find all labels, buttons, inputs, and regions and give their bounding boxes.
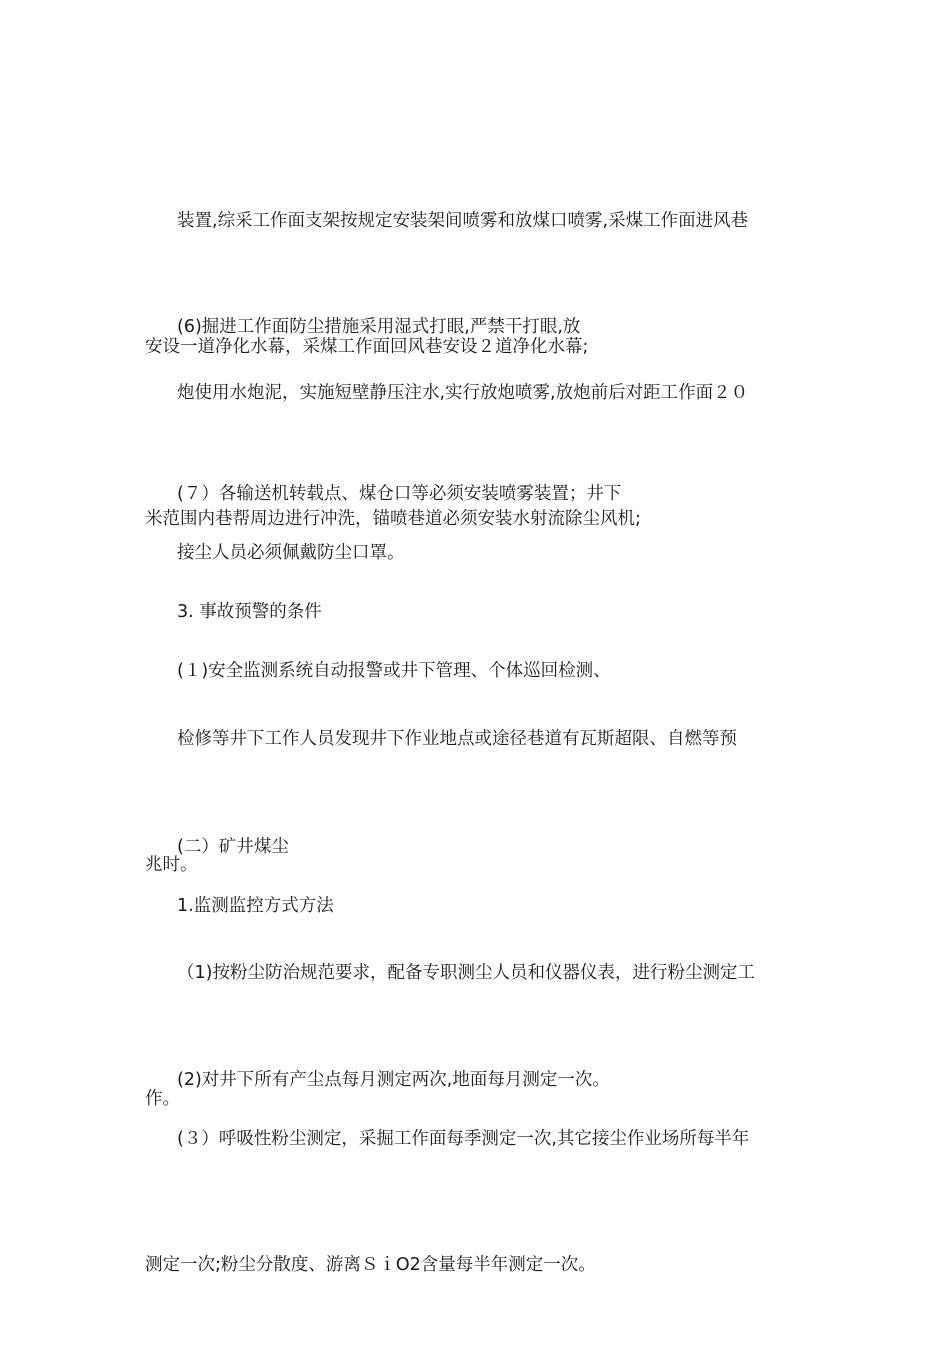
text-line: 安设一道净化水幕，采煤工作面回风巷安设２道净化水幕; bbox=[145, 337, 589, 357]
text-line: 炮使用水炮泥，实施短壁静压注水,实行放炮喷雾,放炮前后对距工作面２０ bbox=[177, 383, 749, 403]
text-line: 测定一次;粉尘分散度、游离ＳｉO2含量每半年测定一次。 bbox=[145, 1255, 596, 1275]
text-line: (二）矿井煤尘 bbox=[177, 837, 289, 857]
text-line: 1.监测监控方式方法 bbox=[177, 896, 334, 916]
text-line: （1)按粉尘防治规范要求，配备专职测尘人员和仪器仪表，进行粉尘测定工 bbox=[177, 963, 755, 983]
text-line: (2)对井下所有产尘点每月测定两次,地面每月测定一次。 bbox=[177, 1070, 610, 1090]
text-line: (１)安全监测系统自动报警或井下管理、个体巡回检测、 bbox=[177, 661, 611, 681]
text-line: 接尘人员必须佩戴防尘口罩。 bbox=[177, 543, 405, 563]
paragraph-monitor-item-3 bbox=[145, 1034, 807, 1370]
text-line: 装置,综采工作面支架按规定安装架间喷雾和放煤口喷雾,采煤工作面进风巷 bbox=[177, 211, 749, 231]
text-line: (７）各输送机转载点、煤仓口等必须安装喷雾装置；井下 bbox=[177, 484, 622, 504]
text-line: 3. 事故预警的条件 bbox=[177, 602, 322, 622]
text-line: 检修等井下工作人员发现井下作业地点或途径巷道有瓦斯超限、自燃等预 bbox=[177, 729, 737, 749]
text-line: 作。 bbox=[145, 1089, 180, 1109]
text-line: (6)掘进工作面防尘措施采用湿式打眼,严禁干打眼,放 bbox=[177, 317, 581, 337]
text-line: 米范围内巷帮周边进行冲洗，锚喷巷道必须安装水射流除尘风机; bbox=[145, 509, 641, 529]
text-line: (３）呼吸性粉尘测定，采掘工作面每季测定一次,其它接尘作业场所每半年 bbox=[177, 1129, 750, 1149]
text-line: 兆时。 bbox=[145, 855, 198, 875]
